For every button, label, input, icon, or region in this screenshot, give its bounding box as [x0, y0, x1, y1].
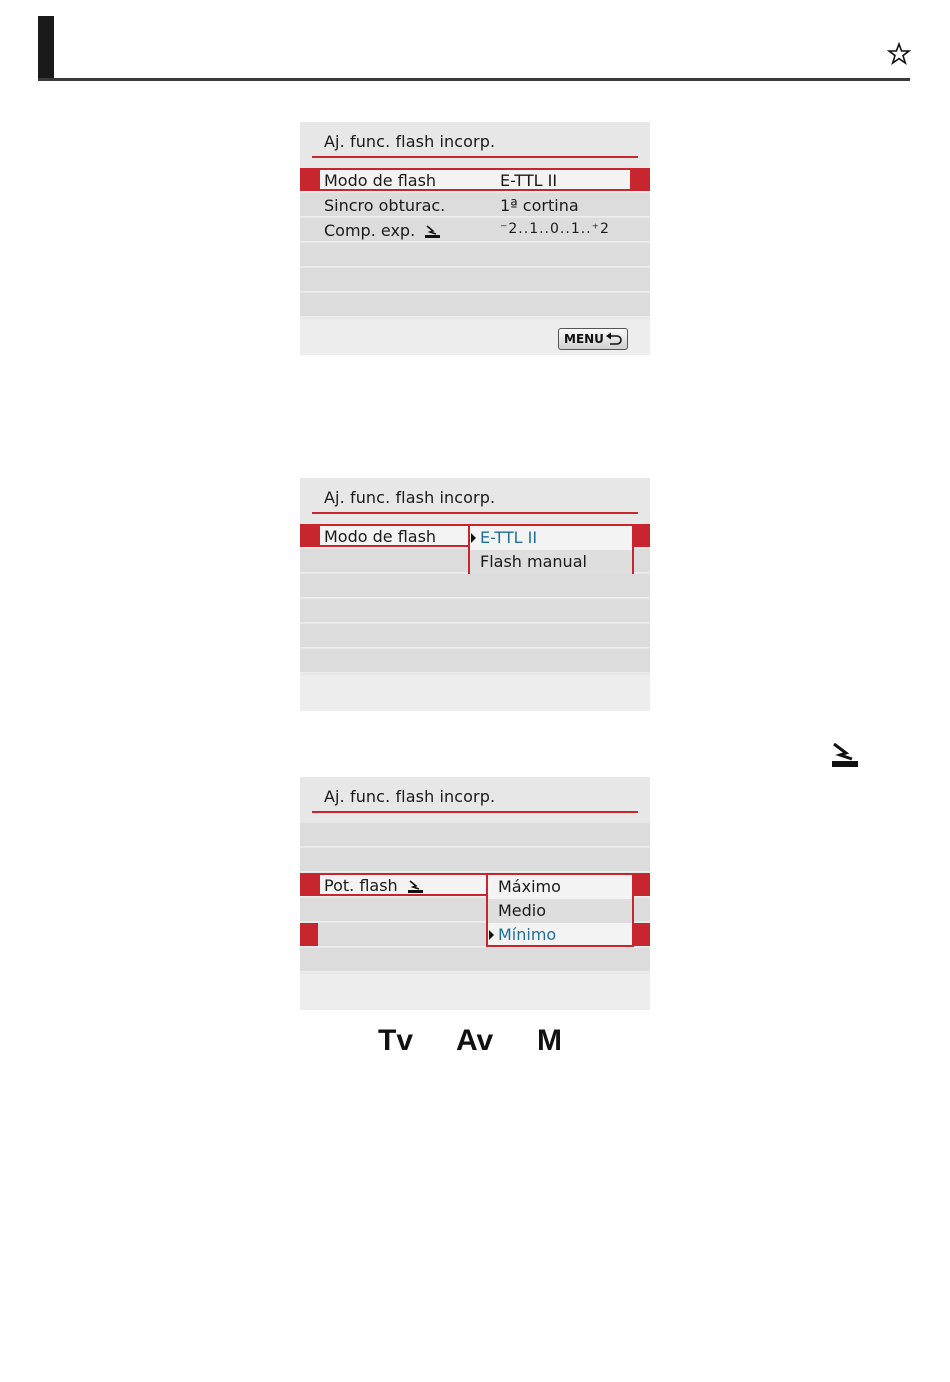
- row-empty: [300, 243, 650, 267]
- title-divider: [312, 512, 638, 514]
- dropdown-option-ettl[interactable]: E-TTL II: [470, 526, 632, 550]
- row-label: Sincro obturac.: [324, 196, 446, 215]
- row-empty: [300, 624, 650, 648]
- dropdown-option-manual[interactable]: Flash manual: [470, 550, 632, 574]
- row-empty: [300, 948, 650, 972]
- flash-icon: [407, 880, 425, 894]
- row-exposure-comp[interactable]: [300, 218, 650, 242]
- row-label: Comp. exp.: [324, 221, 416, 240]
- row-empty: [300, 599, 650, 623]
- star-icon: [887, 42, 911, 66]
- exposure-scale: ⁻2..1..0..1..⁺2: [500, 221, 610, 237]
- row-value: E-TTL II: [500, 171, 558, 190]
- row-value: 1ª cortina: [500, 196, 579, 215]
- flash-settings-screen-1: [300, 122, 650, 355]
- row-empty: [300, 574, 650, 598]
- screen-title: Aj. func. flash incorp.: [324, 132, 496, 151]
- selection-caret-icon: [471, 533, 476, 543]
- section-header-rule: [38, 78, 910, 81]
- row-label: Pot. flash: [324, 876, 398, 895]
- mode-av: Av: [456, 1024, 494, 1057]
- row-flash-mode[interactable]: [300, 168, 650, 192]
- row-empty: [300, 293, 650, 317]
- section-header-block: [38, 16, 54, 80]
- screen-footer: [300, 974, 650, 1010]
- mode-m: M: [537, 1024, 562, 1057]
- dropdown-option-medium[interactable]: Medio: [488, 899, 632, 923]
- row-label: Modo de flash: [324, 171, 437, 190]
- mode-tv: Tv: [378, 1024, 414, 1057]
- shooting-modes: [0, 1024, 950, 1064]
- row-empty: [300, 848, 650, 872]
- flash-power-dropdown[interactable]: [486, 873, 634, 947]
- screen-footer: [300, 675, 650, 711]
- screen-title: Aj. func. flash incorp.: [324, 488, 496, 507]
- flash-settings-screen-3: [300, 777, 650, 1010]
- row-label-with-icon: [324, 876, 425, 895]
- row-label-with-icon: [324, 221, 442, 240]
- row-empty: [300, 649, 650, 673]
- row-label: Modo de flash: [324, 527, 437, 546]
- dropdown-option-max[interactable]: Máximo: [498, 877, 561, 896]
- row-shutter-sync[interactable]: [300, 193, 650, 217]
- flash-icon: [830, 742, 860, 768]
- dropdown-option-min[interactable]: Mínimo: [488, 923, 632, 947]
- flash-settings-screen-2: [300, 478, 650, 711]
- selection-caret-icon: [489, 930, 494, 940]
- title-divider: [312, 811, 638, 813]
- flash-mode-dropdown[interactable]: [468, 524, 634, 574]
- row-empty: [300, 823, 650, 847]
- row-empty: [300, 268, 650, 292]
- menu-return-icon: [605, 332, 623, 346]
- title-divider: [312, 156, 638, 158]
- flash-icon: [424, 225, 442, 239]
- menu-button-label: MENU: [564, 332, 604, 346]
- screen-footer: [300, 319, 650, 355]
- screen-title: Aj. func. flash incorp.: [324, 787, 496, 806]
- menu-button[interactable]: [558, 328, 628, 350]
